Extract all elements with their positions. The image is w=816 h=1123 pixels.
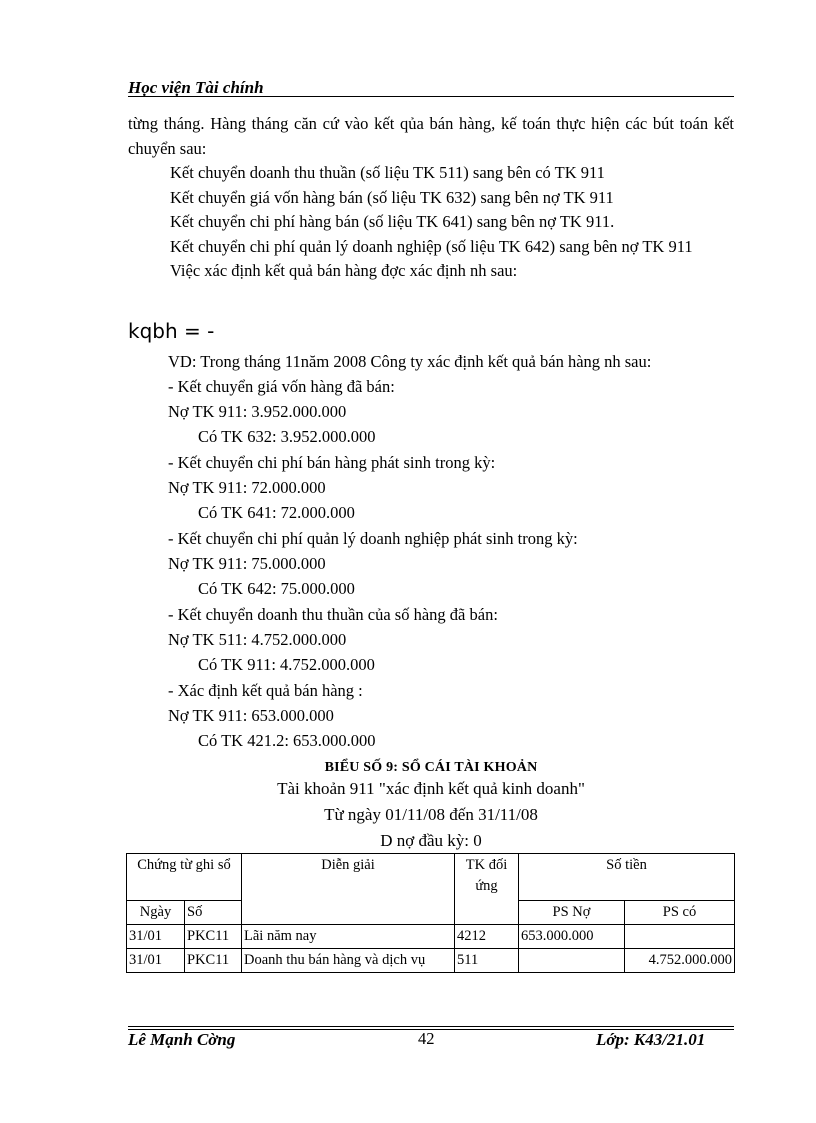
entry-5-title: - Xác định kết quả bán hàng :	[168, 681, 363, 700]
row-2-date: 31/01	[127, 949, 185, 973]
row-1-date: 31/01	[127, 925, 185, 949]
entry-5-debit: Nợ TK 911: 653.000.000	[168, 706, 334, 725]
entry-4-title: - Kết chuyển doanh thu thuần của số hàng đã bán:	[168, 605, 498, 624]
intro-line-3: Kết chuyển giá vốn hàng bán (số liệu TK 632) sang bên nợ TK 911	[170, 187, 614, 207]
footer-page-number: 42	[418, 1029, 435, 1048]
entry-2-credit: Có TK 641: 72.000.000	[198, 503, 355, 522]
ledger-title: BIỂU SỐ 9: SỔ CÁI TÀI KHOẢN	[324, 760, 538, 775]
entry-2-debit: Nợ TK 911: 72.000.000	[168, 478, 326, 497]
header-amount: Số tiền	[519, 854, 735, 901]
intro-line-5: Kết chuyển chi phí quản lý doanh nghiệp (số liệu TK 642) sang bên nợ TK 911	[170, 236, 693, 256]
header-date: Ngày	[127, 901, 185, 925]
row-1-contra: 4212	[455, 925, 519, 949]
row-1-debit: 653.000.000	[519, 925, 625, 949]
header-credit: PS có	[625, 901, 735, 925]
ledger-period: Từ ngày 01/11/08 đến 31/11/08	[324, 805, 538, 824]
entry-2-title: - Kết chuyển chi phí bán hàng phát sinh trong kỳ:	[168, 453, 496, 472]
footer-class: Lớp: K43/21.01	[596, 1030, 706, 1049]
intro-paragraph-1: từng tháng. Hàng tháng căn cứ vào kết qủa bán hàng, kế toán thực hiện các bút toán kết chuyển sau:	[128, 114, 734, 158]
header-number: Số	[185, 901, 242, 925]
entry-3-credit: Có TK 642: 75.000.000	[198, 579, 355, 598]
row-1-credit	[625, 925, 735, 949]
entry-3-debit: Nợ TK 911: 75.000.000	[168, 554, 326, 573]
footer-author: Lê Mạnh Cờng	[128, 1030, 236, 1049]
ledger-header-row-1	[127, 854, 735, 901]
entry-3-title: - Kết chuyển chi phí quản lý doanh nghiệp phát sinh trong kỳ:	[168, 529, 578, 548]
example-intro: VD: Trong tháng 11năm 2008 Công ty xác định kết quả bán hàng nh sau:	[168, 352, 652, 371]
header-rule	[128, 96, 734, 97]
intro-block	[128, 112, 734, 284]
formula-kqbh: kqbh = -	[128, 319, 215, 343]
entry-4-credit: Có TK 911: 4.752.000.000	[198, 655, 375, 674]
row-2-description: Doanh thu bán hàng và dịch vụ	[242, 949, 455, 973]
row-1-number: PKC11	[185, 925, 242, 949]
entry-5-credit: Có TK 421.2: 653.000.000	[198, 731, 376, 750]
intro-line-6: Việc xác định kết quả bán hàng đợc xác định nh sau:	[170, 261, 518, 280]
header-debit: PS Nợ	[519, 901, 625, 925]
row-2-credit: 4.752.000.000	[625, 949, 735, 973]
row-1-description: Lãi năm nay	[242, 925, 455, 949]
intro-line-2: Kết chuyển doanh thu thuần (số liệu TK 511) sang bên có TK 911	[170, 163, 605, 182]
table-row	[127, 949, 735, 973]
row-2-contra: 511	[455, 949, 519, 973]
ledger-subtitle: Tài khoản 911 "xác định kết quả kinh doanh"	[277, 779, 585, 798]
entry-1-credit: Có TK 632: 3.952.000.000	[198, 427, 376, 446]
row-2-debit	[519, 949, 625, 973]
header-description: Diễn giải	[242, 854, 455, 925]
footer-rule-top	[128, 1026, 734, 1027]
header-contra-account: TK đối ứng	[455, 854, 519, 925]
header-voucher: Chứng từ ghi sổ	[127, 854, 242, 901]
header-institution: Học viện Tài chính	[128, 78, 264, 97]
row-2-number: PKC11	[185, 949, 242, 973]
intro-line-4: Kết chuyển chi phí hàng bán (số liệu TK 641) sang bên nợ TK 911.	[170, 212, 615, 231]
ledger-table	[126, 853, 735, 973]
table-row	[127, 925, 735, 949]
entry-1-debit: Nợ TK 911: 3.952.000.000	[168, 402, 347, 421]
entry-1-title: - Kết chuyển giá vốn hàng đã bán:	[168, 377, 395, 396]
ledger-opening-balance: D nợ đầu kỳ: 0	[380, 831, 482, 850]
entry-4-debit: Nợ TK 511: 4.752.000.000	[168, 630, 347, 649]
